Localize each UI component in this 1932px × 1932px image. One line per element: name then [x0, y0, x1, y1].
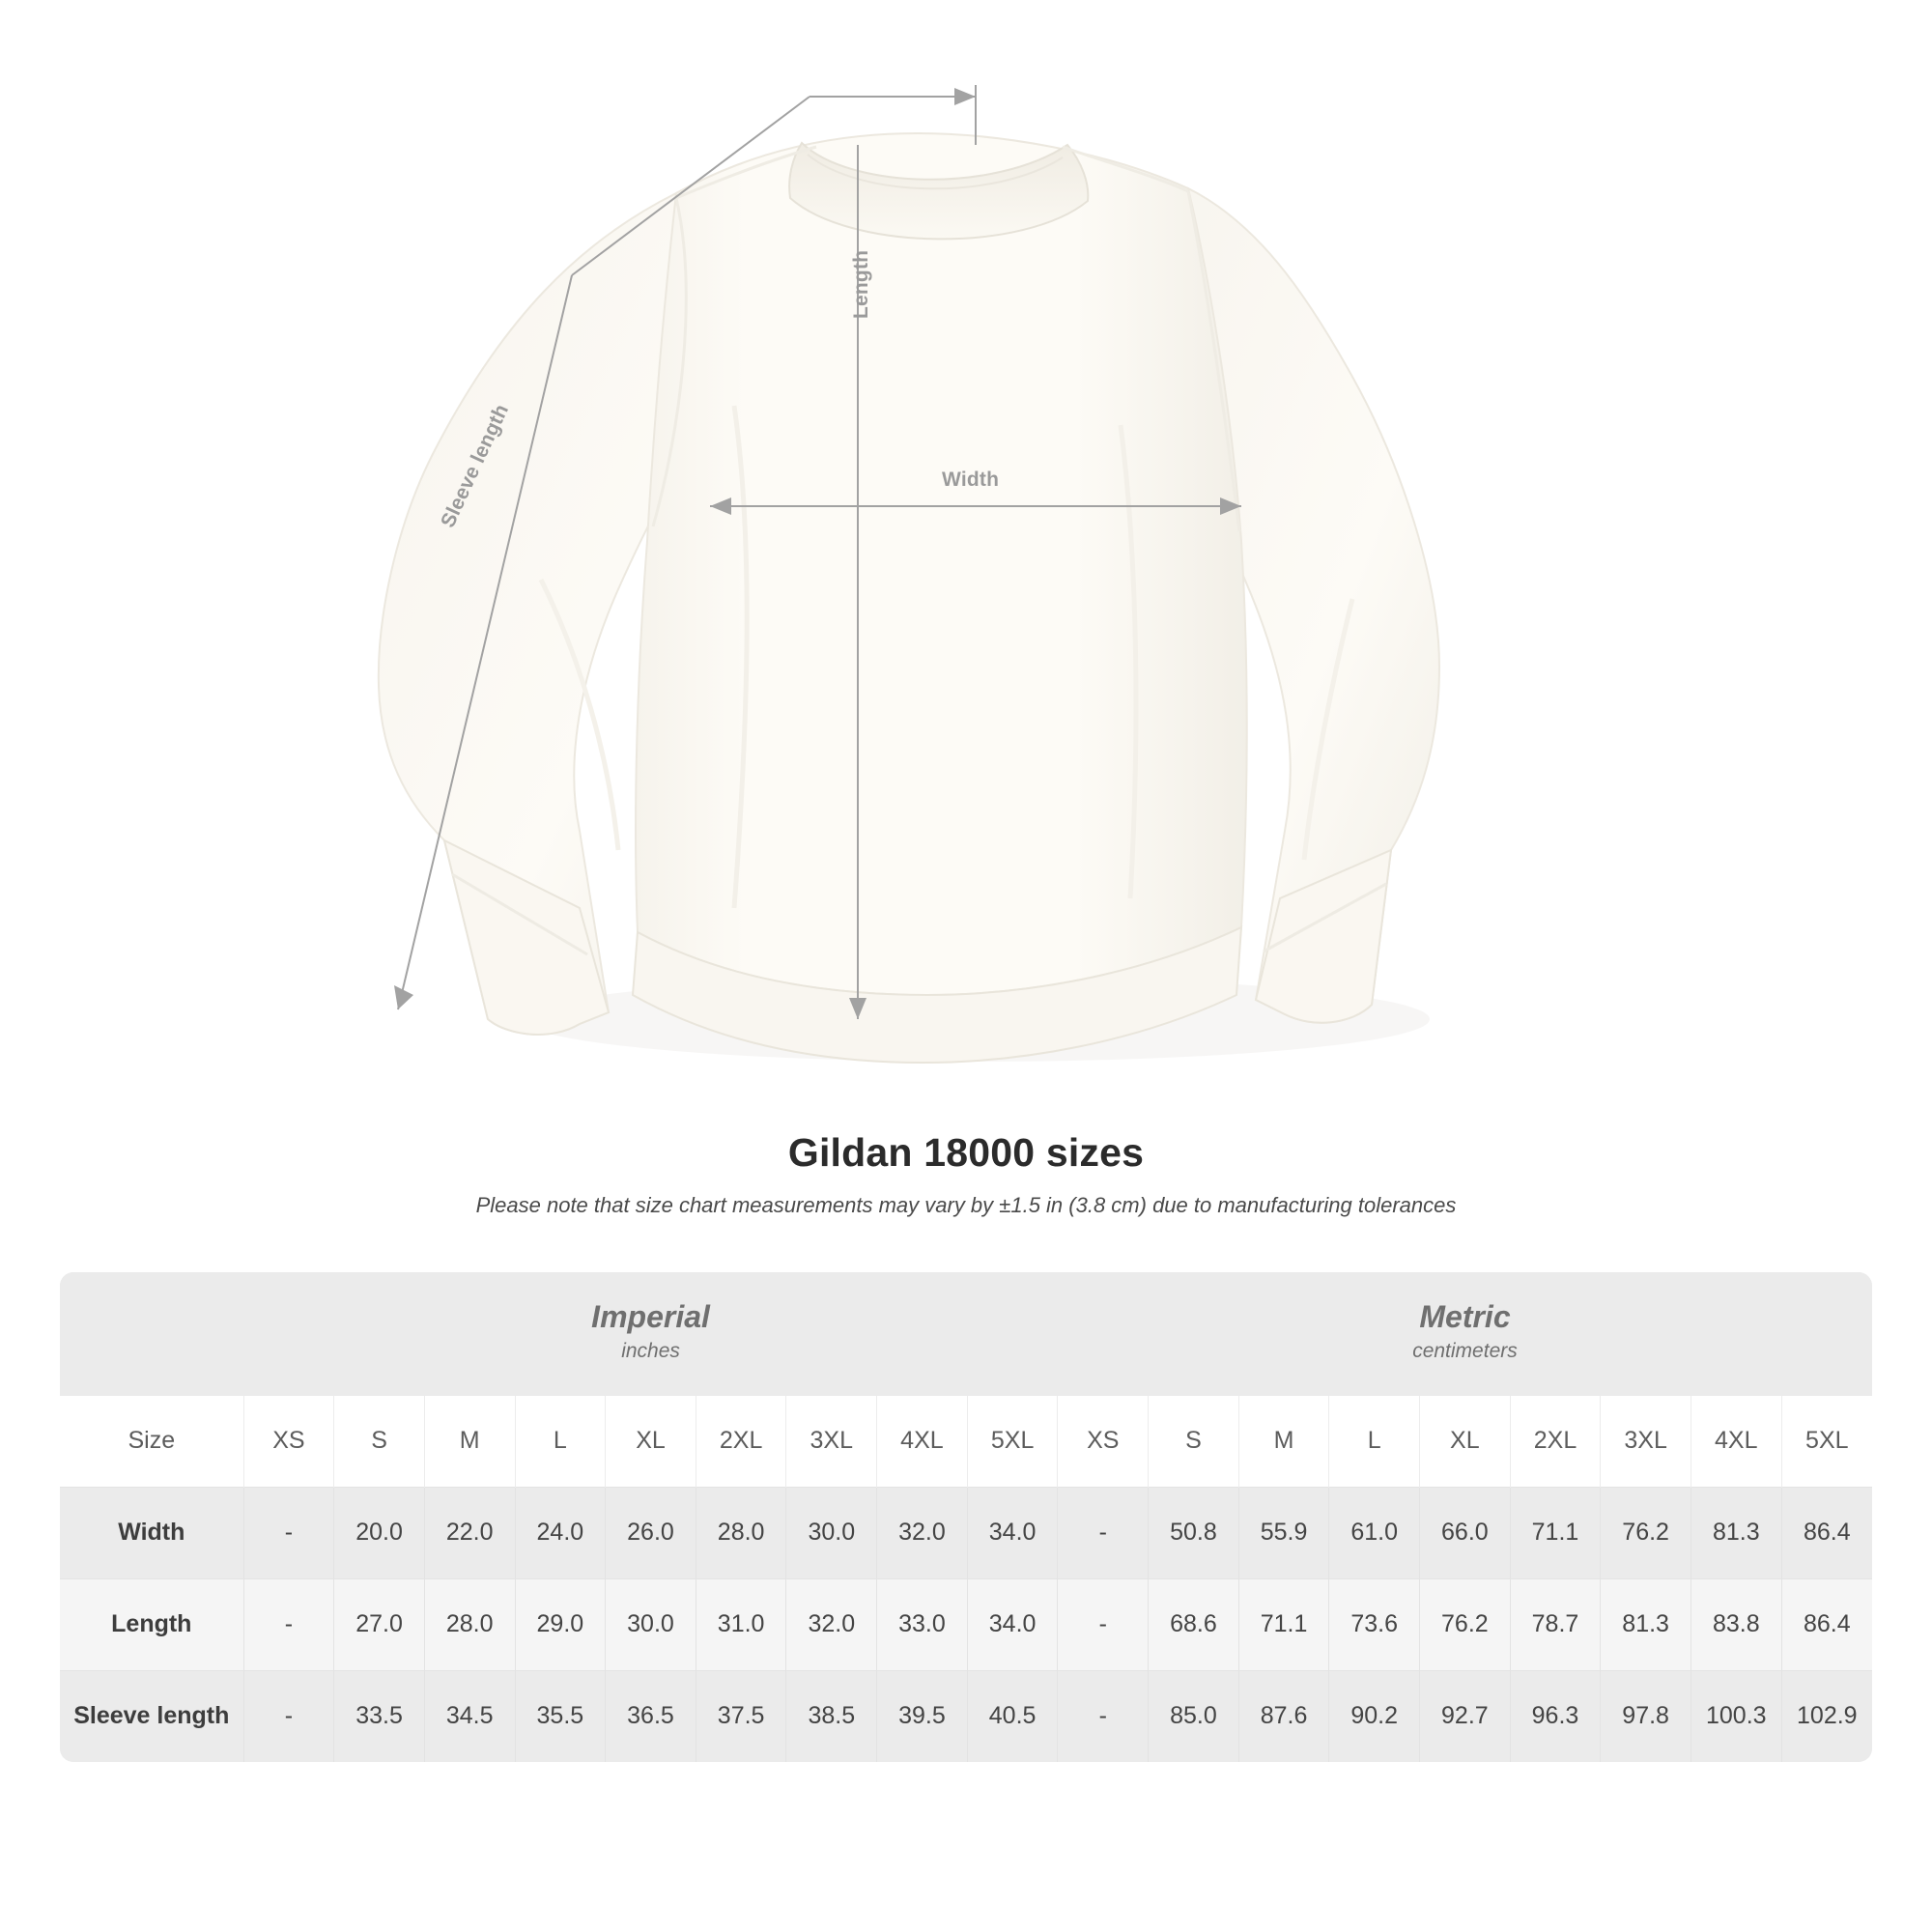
table-row: [60, 1487, 1872, 1578]
cell-length-1: 27.0: [334, 1578, 425, 1670]
cell-width-10: 50.8: [1149, 1487, 1239, 1578]
cell-length-11: 71.1: [1238, 1578, 1329, 1670]
cell-width-14: 71.1: [1510, 1487, 1601, 1578]
cell-sleeve-1: 33.5: [334, 1670, 425, 1762]
cell-width-16: 81.3: [1690, 1487, 1781, 1578]
cell-sleeve-13: 92.7: [1420, 1670, 1511, 1762]
cell-sleeve-8: 40.5: [967, 1670, 1058, 1762]
cell-length-10: 68.6: [1149, 1578, 1239, 1670]
cell-length-16: 83.8: [1690, 1578, 1781, 1670]
cell-sleeve-15: 97.8: [1601, 1670, 1691, 1762]
cell-width-3: 24.0: [515, 1487, 606, 1578]
cell-sleeve-17: 102.9: [1781, 1670, 1872, 1762]
length-dimension-label: Length: [850, 249, 872, 319]
cell-length-14: 78.7: [1510, 1578, 1601, 1670]
header-col-12: L: [1329, 1396, 1420, 1488]
header-col-17: 5XL: [1781, 1396, 1872, 1488]
cell-length-6: 32.0: [786, 1578, 877, 1670]
cell-width-5: 28.0: [696, 1487, 786, 1578]
header-col-10: S: [1149, 1396, 1239, 1488]
header-col-5: 2XL: [696, 1396, 786, 1488]
header-col-16: 4XL: [1690, 1396, 1781, 1488]
row-label-sleeve-length: Sleeve length: [60, 1670, 243, 1762]
cell-sleeve-4: 36.5: [606, 1670, 696, 1762]
cell-sleeve-11: 87.6: [1238, 1670, 1329, 1762]
header-col-11: M: [1238, 1396, 1329, 1488]
page-title: Gildan 18000 sizes: [787, 1130, 1145, 1175]
header-col-4: XL: [606, 1396, 696, 1488]
width-dimension-label: Width: [942, 469, 1000, 491]
header-col-1: S: [334, 1396, 425, 1488]
header-size-label: Size: [60, 1396, 243, 1488]
header-col-7: 4XL: [877, 1396, 968, 1488]
unit-row-spacer: [60, 1272, 243, 1396]
cell-sleeve-7: 39.5: [877, 1670, 968, 1762]
cell-length-3: 29.0: [515, 1578, 606, 1670]
cell-width-9: -: [1058, 1487, 1149, 1578]
cell-width-12: 61.0: [1329, 1487, 1420, 1578]
cell-sleeve-12: 90.2: [1329, 1670, 1420, 1762]
cell-sleeve-9: -: [1058, 1670, 1149, 1762]
cell-length-7: 33.0: [877, 1578, 968, 1670]
table-row: [60, 1670, 1872, 1762]
unit-group-imperial: [243, 1272, 1058, 1396]
cell-length-8: 34.0: [967, 1578, 1058, 1670]
header-col-3: L: [515, 1396, 606, 1488]
tolerance-note: Please note that size chart measurements may vary by ±1.5 in (3.8 cm) due to manufacturing tolerances: [475, 1193, 1457, 1217]
table-row: [60, 1578, 1872, 1670]
unit-header-row: [60, 1272, 1872, 1396]
cell-sleeve-14: 96.3: [1510, 1670, 1601, 1762]
cell-width-2: 22.0: [424, 1487, 515, 1578]
cell-length-5: 31.0: [696, 1578, 786, 1670]
cell-sleeve-2: 34.5: [424, 1670, 515, 1762]
cell-length-0: -: [243, 1578, 334, 1670]
size-chart-table: [60, 1272, 1872, 1762]
header-col-6: 3XL: [786, 1396, 877, 1488]
size-header-row: [60, 1396, 1872, 1488]
cell-sleeve-6: 38.5: [786, 1670, 877, 1762]
header-col-0: XS: [243, 1396, 334, 1488]
unit-metric-name: Metric: [1419, 1299, 1511, 1334]
header-col-9: XS: [1058, 1396, 1149, 1488]
cell-sleeve-5: 37.5: [696, 1670, 786, 1762]
cell-length-15: 81.3: [1601, 1578, 1691, 1670]
cell-length-4: 30.0: [606, 1578, 696, 1670]
cell-width-7: 32.0: [877, 1487, 968, 1578]
cell-length-17: 86.4: [1781, 1578, 1872, 1670]
cell-length-2: 28.0: [424, 1578, 515, 1670]
unit-imperial-sub: inches: [621, 1340, 680, 1362]
cell-width-6: 30.0: [786, 1487, 877, 1578]
cell-length-9: -: [1058, 1578, 1149, 1670]
cell-width-0: -: [243, 1487, 334, 1578]
cell-width-13: 66.0: [1420, 1487, 1511, 1578]
header-col-8: 5XL: [967, 1396, 1058, 1488]
cell-length-13: 76.2: [1420, 1578, 1511, 1670]
row-label-length: Length: [60, 1578, 243, 1670]
cell-sleeve-3: 35.5: [515, 1670, 606, 1762]
cell-sleeve-16: 100.3: [1690, 1670, 1781, 1762]
cell-width-17: 86.4: [1781, 1487, 1872, 1578]
header-col-14: 2XL: [1510, 1396, 1601, 1488]
cell-width-15: 76.2: [1601, 1487, 1691, 1578]
cell-width-4: 26.0: [606, 1487, 696, 1578]
cell-length-12: 73.6: [1329, 1578, 1420, 1670]
unit-metric-sub: centimeters: [1412, 1340, 1518, 1362]
row-label-width: Width: [60, 1487, 243, 1578]
header-col-2: M: [424, 1396, 515, 1488]
unit-group-metric: [1058, 1272, 1872, 1396]
header-col-15: 3XL: [1601, 1396, 1691, 1488]
cell-width-11: 55.9: [1238, 1487, 1329, 1578]
cell-width-1: 20.0: [334, 1487, 425, 1578]
title-block: [0, 1130, 1932, 1218]
cell-sleeve-10: 85.0: [1149, 1670, 1239, 1762]
header-col-13: XL: [1420, 1396, 1511, 1488]
unit-imperial-name: Imperial: [591, 1299, 710, 1334]
cell-sleeve-0: -: [243, 1670, 334, 1762]
cell-width-8: 34.0: [967, 1487, 1058, 1578]
sleeve-length-dimension-label: Sleeve length: [437, 400, 514, 531]
